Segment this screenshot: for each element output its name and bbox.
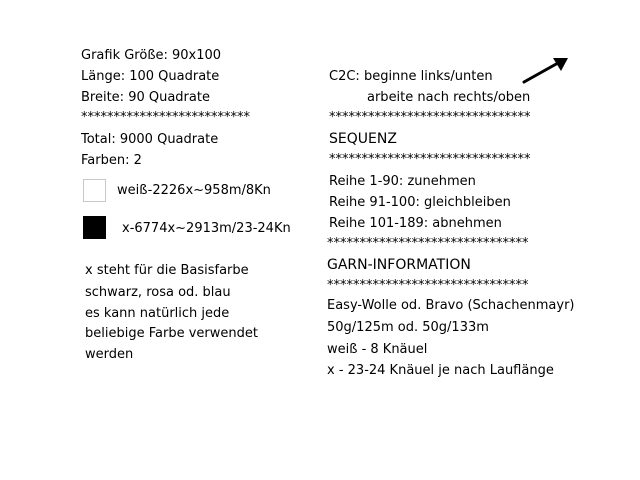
graphic-size: Grafik Größe: 90x100 [81,48,222,63]
separator-stars: ******************************* [327,236,529,251]
separator-stars: ******************************* [329,110,531,125]
c2c-instruction: C2C: beginne links/unten [329,69,493,84]
note-line: schwarz, rosa od. blau [85,285,231,300]
legend-label-x: x-6774x~2913m/23-24Kn [122,221,291,236]
yarn-info-title: GARN-INFORMATION [327,257,471,273]
total-info: Total: 9000 Quadrate [81,132,219,147]
note-line: es kann natürlich jede [85,306,230,321]
sequence-title: SEQUENZ [329,131,397,147]
width-info: Breite: 90 Quadrate [81,90,210,105]
arrow-up-right-icon [520,54,572,86]
black-color-swatch [83,216,106,239]
separator-stars: ************************** [81,110,250,125]
note-line: beliebige Farbe verwendet [85,326,258,341]
legend-label-white: weiß-2226x~958m/8Kn [117,183,271,198]
note-line: werden [85,347,134,362]
length-info: Länge: 100 Quadrate [81,69,220,84]
note-line: x steht für die Basisfarbe [85,263,249,278]
separator-stars: ******************************* [327,278,529,293]
colors-count: Farben: 2 [81,153,142,168]
yarn-line: weiß - 8 Knäuel [327,342,428,357]
sequence-row: Reihe 101-189: abnehmen [329,216,502,231]
c2c-direction: arbeite nach rechts/oben [367,90,531,105]
sequence-row: Reihe 1-90: zunehmen [329,174,476,189]
yarn-line: Easy-Wolle od. Bravo (Schachenmayr) [327,298,575,313]
yarn-line: x - 23-24 Knäuel je nach Lauflänge [327,363,554,378]
sequence-row: Reihe 91-100: gleichbleiben [329,195,511,210]
separator-stars: ******************************* [329,152,531,167]
white-color-swatch [83,179,106,202]
yarn-line: 50g/125m od. 50g/133m [327,320,489,335]
